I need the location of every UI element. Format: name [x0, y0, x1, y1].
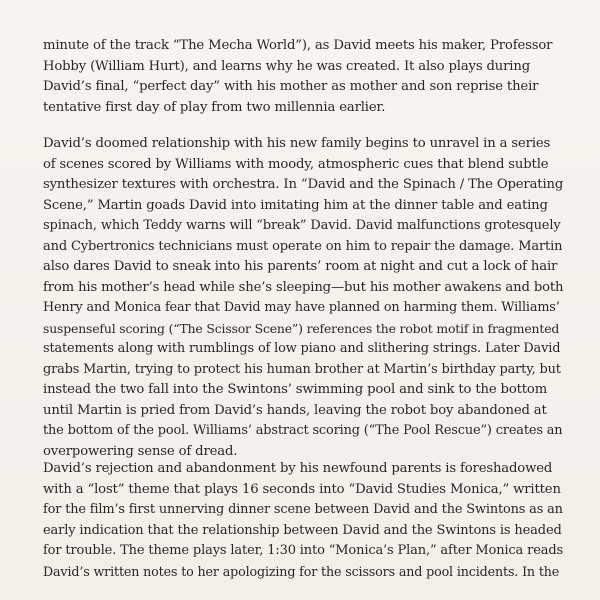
text-line: from his mother’s head while she’s sleeping—but his mother awakens and both: [43, 279, 564, 295]
text-line: Henry and Monica fear that David may have planned on harming them. Williams’: [43, 300, 560, 315]
text-line: David’s rejection and abandonment by his newfound parents is foreshadowed: [43, 461, 553, 476]
text-line: early indication that the relationship between David and the Swintons is headed: [43, 522, 562, 538]
text-line: Hobby (William Hurt), and learns why he was created. It also plays during: [43, 58, 530, 74]
text-line: also dares David to sneak into his parents’ room at night and cut a lock of hair: [43, 259, 558, 274]
text-line: grabs Martin, trying to protect his human brother at Martin’s birthday party, but: [43, 361, 561, 377]
paragraph-2: [43, 134, 563, 462]
text-line: of scenes scored by Williams with moody, atmospheric cues that blend subtle: [43, 156, 549, 172]
text-line: spinach, which Teddy warns will “break” David. David malfunctions grotesquely: [43, 218, 561, 233]
text-line: until Martin is pried from David’s hands, leaving the robot boy abandoned at: [43, 402, 547, 418]
text-line: David’s final, “perfect day” with his mother as mother and son reprise their: [43, 79, 539, 94]
text-line: Scene,” Martin goads David into imitating him at the dinner table and eating: [43, 197, 548, 213]
text-line: instead the two fall into the Swintons’ swimming pool and sink to the bottom: [43, 382, 548, 397]
text-line: for trouble. The theme plays later, 1:30 into “Monica’s Plan,” after Monica reads: [43, 543, 564, 558]
text-line: for the film’s first unnerving dinner scene between David and the Swintons as an: [43, 502, 563, 517]
text-line: the bottom of the pool. Williams’ abstract scoring (“The Pool Rescue”) creates an: [43, 423, 563, 438]
text-line: David’s written notes to her apologizing for the scissors and pool incidents. In the: [43, 563, 560, 579]
text-line: with a “lost” theme that plays 16 seconds into “David Studies Monica,” written: [43, 481, 561, 497]
text-line: David’s doomed relationship with his new family begins to unravel in a series: [43, 136, 551, 151]
paragraph-3: [43, 459, 563, 582]
text-line: synthesizer textures with orchestra. In “David and the Spinach / The Operating: [43, 177, 564, 192]
text-line: overpowering sense of dread.: [43, 443, 238, 459]
text-line: minute of the track “The Mecha World”), as David meets his maker, Professor: [43, 38, 553, 53]
text-line: statements along with rumblings of low piano and slithering strings. Later David: [43, 341, 561, 356]
paragraph-1: [43, 36, 563, 118]
text-line: suspenseful scoring (“The Scissor Scene”) references the robot motif in fragmented: [43, 320, 560, 336]
text-line: tentative first day of play from two millennia earlier.: [43, 99, 386, 115]
text-line: and Cybertronics technicians must operate on him to repair the damage. Martin: [43, 238, 563, 254]
